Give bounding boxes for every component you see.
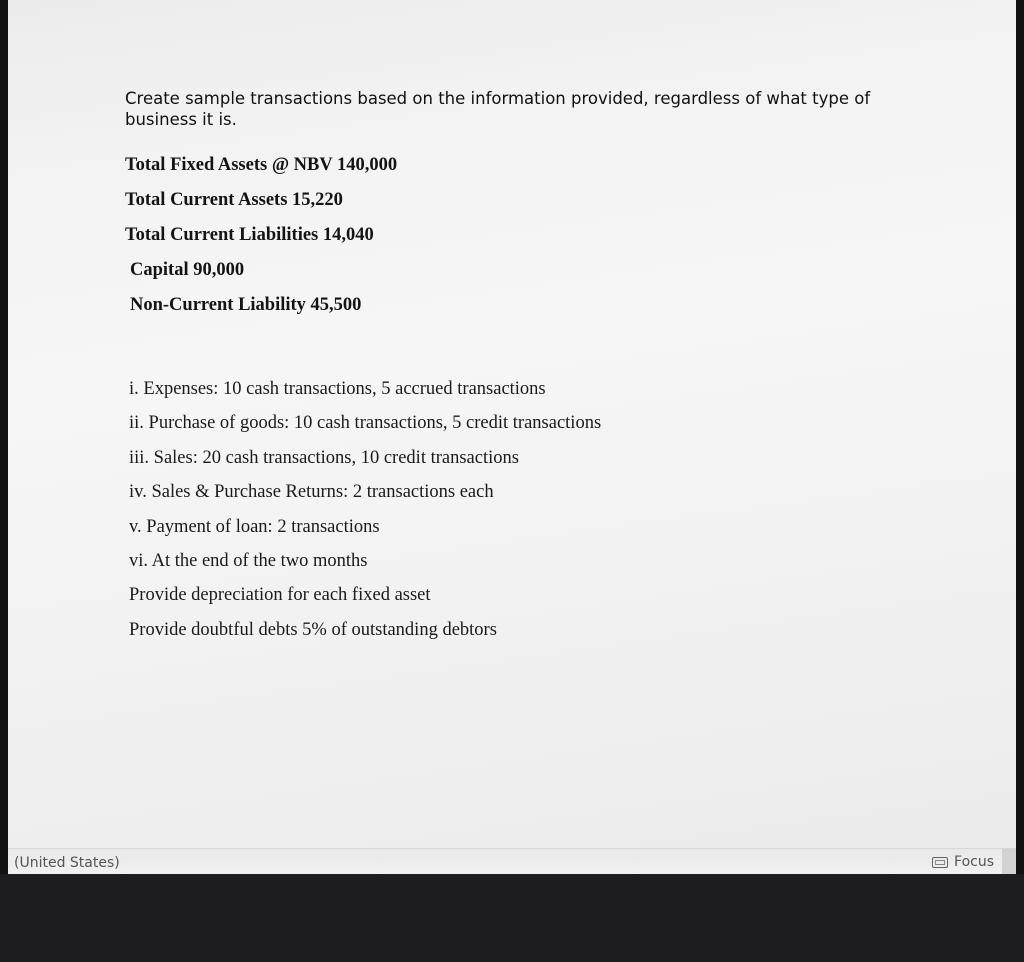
requirement-item: ii. Purchase of goods: 10 cash transactions, 5 credit transactions: [129, 413, 602, 434]
instruction-text: Create sample transactions based on the information provided, regardless of what type of business it is.: [125, 89, 871, 129]
screen-bezel-left: [0, 0, 8, 874]
bottom-bezel: [0, 874, 1024, 962]
requirement-item: i. Expenses: 10 cash transactions, 5 accrued transactions: [129, 379, 546, 399]
figure-fixed-assets: Total Fixed Assets @ NBV 140,000: [125, 155, 398, 175]
focus-icon: [932, 857, 948, 868]
financial-figures: [125, 148, 925, 323]
status-bar: [8, 848, 1016, 874]
focus-label: Focus: [954, 854, 994, 870]
figure-non-current-liability: Non-Current Liability 45,500: [130, 295, 362, 315]
document-body: [125, 88, 925, 647]
requirement-item: iv. Sales & Purchase Returns: 2 transactions each: [129, 482, 494, 503]
focus-button[interactable]: [932, 854, 994, 870]
requirement-item: Provide doubtful debts 5% of outstanding debtors: [129, 619, 497, 640]
status-bar-edge: [1002, 849, 1016, 874]
document-window: [8, 0, 1016, 874]
requirement-item: Provide depreciation for each fixed asset: [129, 585, 431, 606]
figure-current-assets: Total Current Assets 15,220: [125, 190, 343, 210]
screen-bezel-right: [1016, 0, 1024, 874]
requirement-item: iii. Sales: 20 cash transactions, 10 credit transactions: [129, 447, 519, 468]
figure-current-liabilities: Total Current Liabilities 14,040: [125, 225, 374, 245]
transaction-requirements: [125, 372, 925, 647]
requirement-item: v. Payment of loan: 2 transactions: [129, 516, 380, 537]
figure-capital: Capital 90,000: [130, 260, 245, 280]
language-indicator[interactable]: (United States): [14, 855, 120, 871]
requirement-item: vi. At the end of the two months: [129, 550, 368, 571]
